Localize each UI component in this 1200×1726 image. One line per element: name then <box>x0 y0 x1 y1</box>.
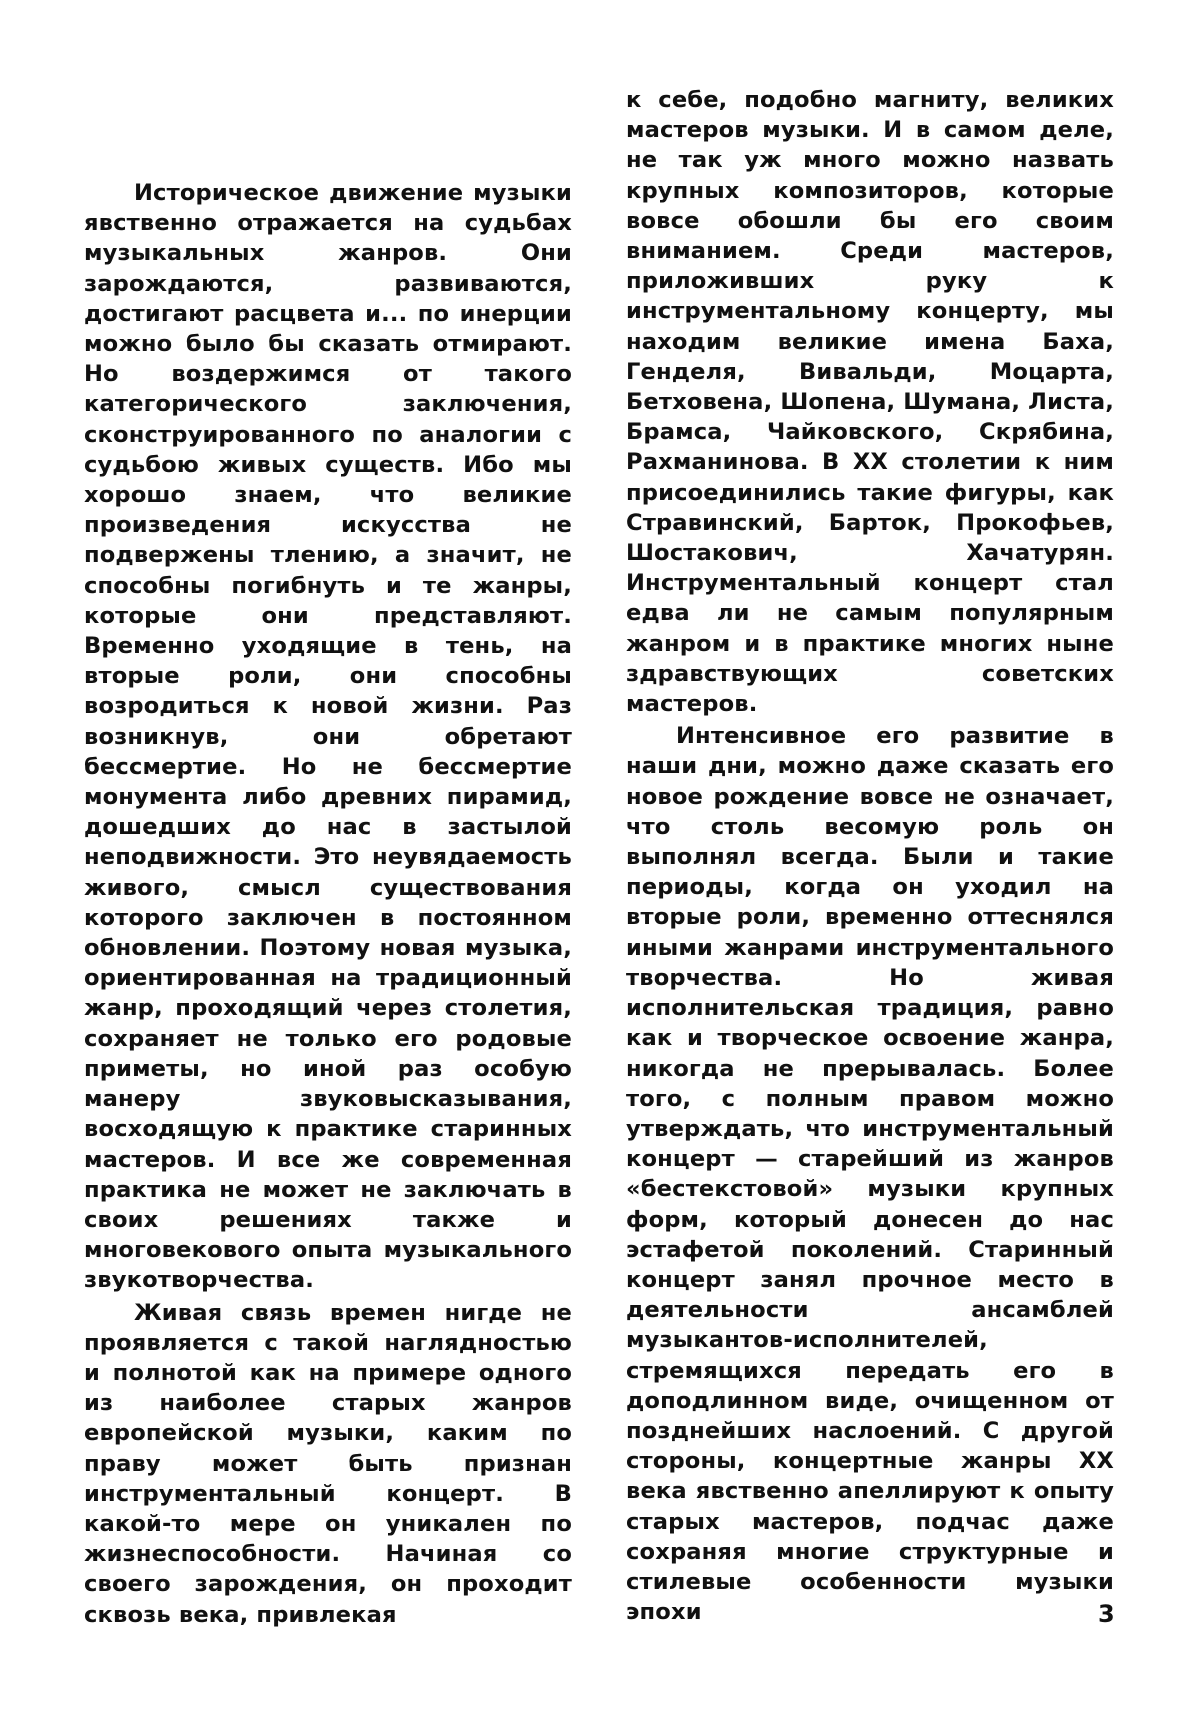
paragraph: Интенсивное его развитие в наши дни, можно даже сказать его новое рождение вовсе не означает, что столь весомую роль он выполнял всегда. Были и такие периоды, когда он уходил на вторые роли, временно оттеснялся иными жанрами инструментального творчества. Но живая исполнительская традиция, равно как и творческое освоение жанра, никогда не прерывалась. Более того, с полным правом можно утверждать, что инструментальный концерт — старейший из жанров «бестекстовой» музыки крупных форм, который донесен до нас эстафетой поколений. Старинный концерт занял прочное место в деятельности ансамблей музыкантов-исполнителей, стремящихся передать его в доподлинном виде, очищенном от позднейших наслоений. С другой стороны, концертные жанры XX века явственно апеллируют к опыту старых мастеров, подчас даже сохраняя многие структурные и стилевые особенности музыки эпохи <box>626 723 1114 1626</box>
page-number: 3 <box>1098 1600 1115 1628</box>
paragraph-continued: к себе, подобно магниту, великих мастеров музыки. И в самом деле, не так уж много можно назвать крупных композиторов, которые вовсе обошли бы его своим вниманием. Среди мастеров, приложивших руку к инструментальному концерту, мы находим великие имена Баха, Генделя, Вивальди, Моцарта, Бетховена, Шопена, Шумана, Листа, Брамса, Чайковского, Скрябина, Рахманинова. В XX столетии к ним присоединились такие фигуры, как Стравинский, Барток, Прокофьев, Шостакович, Хачатурян. Инструментальный концерт стал едва ли не самым популярным жанром и в практике многих ныне здравствующих советских мастеров. <box>626 87 1114 718</box>
paragraph: Живая связь времен нигде не проявляется с такой наглядностью и полнотой как на примере одного из наиболее старых жанров европейской музыки, каким по праву может быть признан инструментальный концерт. В какой-то мере он уникален по жизнеспособности. Начиная со своего зарождения, он проходит сквозь века, привлекая <box>84 1299 572 1628</box>
left-text-column <box>84 178 572 1630</box>
paragraph: Историческое движение музыки явственно отражается на судьбах музыкальных жанров. Они зарождаются, развиваются, достигают расцвета и... по инерции можно было бы сказать отмирают. Но воздержимся от такого категорического заключения, сконструированного по аналогии с судьбою живых существ. Ибо мы хорошо знаем, что великие произведения искусства не подвержены тлению, а значит, не способны погибнуть и те жанры, которые они представляют. Временно уходящие в тень, на вторые роли, они способны возродиться к новой жизни. Раз возникнув, они обретают бессмертие. Но не бессмертие монумента либо древних пирамид, дошедших до нас в застылой неподвижности. Это неувядаемость живого, смысл существования которого заключен в постоянном обновлении. Поэтому новая музыка, ориентированная на традиционный жанр, проходящий через столетия, сохраняет не только его родовые приметы, но иной раз особую манеру звуковысказывания, восходящую к практике старинных мастеров. И все же современная практика не может не заключать в своих решениях также и многовекового опыта музыкального звукотворчества. <box>84 180 572 1294</box>
right-text-column <box>626 85 1114 1627</box>
